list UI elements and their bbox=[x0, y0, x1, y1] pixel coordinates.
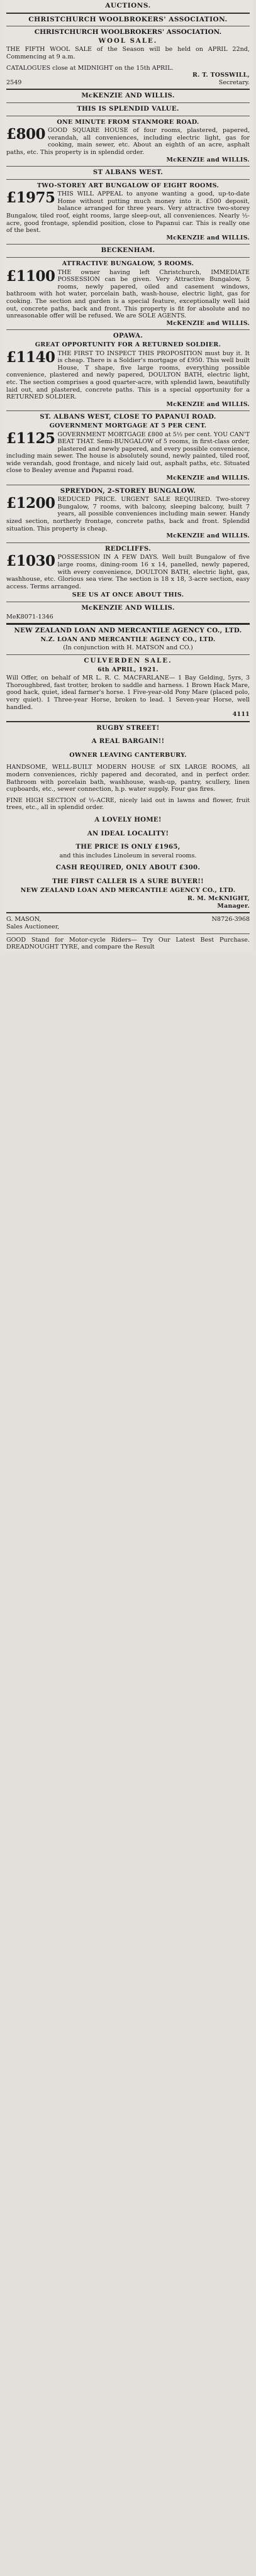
rugby-lovely: A LOVELY HOME! bbox=[94, 816, 162, 824]
newspaper-column bbox=[3, 0, 253, 951]
divider bbox=[6, 721, 250, 722]
divider bbox=[6, 623, 250, 625]
rugby-ideal: AN IDEAL LOCALITY! bbox=[87, 829, 169, 837]
property-ad bbox=[6, 488, 250, 540]
agents-heading: McKENZIE AND WILLIS. bbox=[81, 92, 175, 100]
wool-sale-body: THE FIFTH WOOL SALE of the Season will be held on APRIL 22nd, Commencing at 9 a.m. bbox=[6, 46, 250, 60]
ad-heading: ST. ALBANS WEST, CLOSE TO PAPANUI ROAD. bbox=[40, 413, 216, 421]
divider bbox=[6, 244, 250, 245]
ad-subheading: GREAT OPPORTUNITY FOR A RETURNED SOLDIER. bbox=[35, 341, 221, 348]
ad-heading: OPAWA. bbox=[113, 332, 143, 340]
ad-subheading: ONE MINUTE FROM STANMORE ROAD. bbox=[57, 118, 199, 126]
ad-agent: McKENZIE and WILLIS. bbox=[166, 319, 250, 327]
ad-body: POSSESSION IN A FEW DAYS. Well built Bungalow of five large rooms, dining-room 16 x 14, panelled, newly papered, with every convenience, DOULTON BATH, electric light, gas, washhouse, etc. Glorious sea view. The section is 18 x 18, 3-acre section, easy access. Terms arranged. bbox=[6, 554, 250, 590]
culverden-body: Will Offer, on behalf of MR L. R. C. MACFARLANE— 1 Bay Gelding, 5yrs, 3 Thoroughbred, fast trotter, broken to saddle and harness. 1 Brown Hack Mare, good hack, quiet, ideal farmer's horse. 1 Five-year-old Pony Mare (placed polo, very quiet). 1 Three-year Horse, broken to lead. 1 Seven-year Horse, well handled. bbox=[6, 674, 250, 711]
ad-price: £1140 bbox=[6, 348, 55, 366]
agents-ref: MeK8071-1346 bbox=[6, 613, 53, 620]
nz-loan-title: NEW ZEALAND LOAN AND MERCANTILE AGENCY CO., LTD. bbox=[14, 627, 242, 635]
ad-price: £800 bbox=[6, 126, 46, 143]
ad-price: £1975 bbox=[6, 189, 55, 207]
rugby-buyer: THE FIRST CALLER IS A SURE BUYER!! bbox=[52, 878, 204, 885]
ad-agent: McKENZIE and WILLIS. bbox=[166, 475, 250, 482]
ad-heading: SPREYDON, 2-STOREY BUNGALOW. bbox=[60, 487, 196, 495]
divider bbox=[6, 542, 250, 543]
ad-price: £1030 bbox=[6, 553, 55, 570]
secretary-name: R. T. TOSSWILL, bbox=[192, 72, 250, 79]
divider bbox=[6, 89, 250, 90]
ad-body: THE owner having left Christchurch, IMMEDIATE POSSESSION can be given. Very Attractive Bungalow, 5 rooms, newly papered, oiled and casement windows, bathroom with hot water, porcelain bath, wash-house, electric light, gas for cooking. The section and garden is a special feature, exceptionally well laid out, concrete paths, back and front. This property is fit for absolute and no unreasonable offer will be refused. We are SOLE AGENTS. bbox=[6, 268, 250, 320]
divider bbox=[6, 13, 250, 14]
nz-loan-conjunction: (In conjunction with H. MATSON and CO.) bbox=[63, 644, 193, 652]
ad-price: £1200 bbox=[6, 495, 55, 512]
nz-loan-subtitle: N.Z. LOAN AND MERCANTILE AGENCY CO., LTD. bbox=[40, 636, 216, 643]
rugby-heading: RUGBY STREET! bbox=[96, 724, 160, 732]
rugby-cash: CASH REQUIRED, ONLY ABOUT £300. bbox=[55, 864, 201, 872]
wool-catalogues: CATALOGUES close at MIDNIGHT on the 15th APRIL. bbox=[6, 64, 174, 72]
divider bbox=[6, 166, 250, 167]
agents-footer: McKENZIE AND WILLIS. bbox=[81, 603, 175, 612]
divider bbox=[6, 410, 250, 411]
culverden-date: 6th APRIL, 1921. bbox=[97, 666, 159, 673]
woolbrokers-title: CHRISTCHURCH WOOLBROKERS' ASSOCIATION. bbox=[28, 15, 228, 23]
mason-title: G. MASON, bbox=[6, 916, 42, 923]
property-ad bbox=[6, 169, 250, 241]
woolbrokers-notice bbox=[6, 16, 250, 87]
property-ad bbox=[6, 106, 250, 163]
wool-sale-heading: WOOL SALE. bbox=[98, 36, 158, 45]
rugby-price-note: and this includes Linoleum in several rooms. bbox=[59, 852, 197, 859]
woolbrokers-subtitle: CHRISTCHURCH WOOLBROKERS' ASSOCIATION. bbox=[34, 28, 222, 36]
ad-subheading: TWO-STOREY ART BUNGALOW OF EIGHT ROOMS. bbox=[36, 182, 220, 189]
property-ad bbox=[6, 414, 250, 482]
ad-agent: McKENZIE and WILLIS. bbox=[166, 400, 250, 408]
ad-agent: McKENZIE and WILLIS. bbox=[166, 532, 250, 540]
culverden-heading: CULVERDEN SALE. bbox=[84, 656, 172, 664]
divider bbox=[6, 179, 250, 180]
ad-agent: McKENZIE and WILLIS. bbox=[166, 156, 250, 163]
ad-body: THE FIRST TO INSPECT THIS PROPOSITION must buy it. It is cheap. There is a Soldier's mortgage of £950. This well built House, T shape, five large rooms, everything possible convenience, plastered and newly papered, DOULTON BATH, electric light, etc. The section comprises a good quarter-acre, with splendid lawn, beautifully laid out, and plastered, concrete paths. This is a special opportunity for a RETURNED SOLDIER. bbox=[6, 350, 250, 401]
mason-notice bbox=[6, 916, 250, 950]
rugby-street-ad bbox=[6, 725, 250, 910]
rugby-garden: FINE HIGH SECTION of ⅓-ACRE, nicely laid out in lawns and flower, fruit trees, etc., all in splendid order. bbox=[6, 796, 250, 812]
ad-heading: REDCLIFFS. bbox=[104, 544, 152, 553]
ad-body: GOVERNMENT MORTGAGE £800 at 5½ per cent. YOU CAN'T BEAT THAT. Semi-BUNGALOW of 5 rooms, in first-class order, plastered and newly papered, and every possible convenience, including main sewer. The house is absolutely sound, newly painted, tiled roof, wide verandah, good frontage, and nicely laid out, asphalt paths, etc. Situated close to Bealey avenue and Papanui road. bbox=[6, 431, 250, 475]
rugby-owner: OWNER LEAVING CANTERBURY. bbox=[69, 751, 187, 759]
divider bbox=[6, 329, 250, 330]
ad-price: £1125 bbox=[6, 429, 55, 447]
property-ad bbox=[6, 546, 250, 599]
ad-heading: BECKENHAM. bbox=[101, 246, 155, 255]
rugby-body: HANDSOME, WELL-BUILT MODERN HOUSE of SIX LARGE ROOMS, all modern conveniences, richly papered and decorated, and in perfect order. Bathroom with porcelain bath, washhouse, wash-up, pantry, scullery, linen cupboards, etc., sewer connection, h.p. water supply. Four gas fires. bbox=[6, 764, 250, 793]
rugby-manager: R. M. McKNIGHT, bbox=[187, 895, 250, 903]
mason-body: GOOD Stand for Motor-cycle Riders— Try Our Latest Best Purchase. DREADNOUGHT TYRE, and compare the Result bbox=[6, 936, 250, 951]
ad-agent: McKENZIE and WILLIS. bbox=[166, 234, 250, 241]
woolbrokers-ref: 2549 bbox=[6, 79, 22, 86]
ad-subheading: ATTRACTIVE BUNGALOW, 5 ROOMS. bbox=[62, 260, 194, 268]
ad-heading: THIS IS SPLENDID VALUE. bbox=[77, 104, 179, 113]
ad-agent: SEE US AT ONCE ABOUT THIS. bbox=[72, 592, 184, 599]
secretary-title: Secretary. bbox=[218, 79, 250, 86]
property-ad bbox=[6, 247, 250, 327]
rugby-price: THE PRICE IS ONLY £1965, bbox=[75, 843, 181, 851]
nz-loan-notice bbox=[6, 627, 250, 718]
nz-loan-ref: 4111 bbox=[232, 711, 250, 718]
divider bbox=[6, 654, 250, 655]
auctions-heading: AUCTIONS. bbox=[105, 2, 151, 9]
rugby-subheading: A REAL BARGAIN!! bbox=[91, 737, 165, 746]
ad-body: GOOD SQUARE HOUSE of four rooms, plastered, papered, verandah, all conveniences, including electric light, gas for cooking, main sewer, etc. About an eighth of an acre, asphalt paths, etc. This property is in splendid order. bbox=[6, 127, 250, 156]
rugby-agency: NEW ZEALAND LOAN AND MERCANTILE AGENCY CO., LTD. bbox=[20, 886, 236, 894]
mason-ref: N8726-3968 bbox=[211, 916, 250, 923]
ad-body: REDUCED PRICE. URGENT SALE REQUIRED. Two-storey Bungalow, 7 rooms, with balcony, sleeping balcony, built 7 years, all possible conveniences including main sewer. Handy sized section, northerly frontage, concrete paths, back and front. Splendid situation. This property is cheap. bbox=[6, 496, 250, 532]
ad-subheading: GOVERNMENT MORTGAGE AT 5 PER CENT. bbox=[49, 422, 207, 429]
divider bbox=[6, 257, 250, 258]
divider bbox=[6, 933, 250, 934]
rugby-manager-title: Manager. bbox=[217, 902, 250, 910]
ad-heading: ST ALBANS WEST. bbox=[92, 168, 164, 177]
property-ad bbox=[6, 333, 250, 408]
divider bbox=[6, 102, 250, 103]
ad-body: THIS WILL APPEAL to anyone wanting a good, up-to-date Home without putting much money into it. £500 deposit, balance arranged for three years. Very attractive two-storey Bungalow, tiled roof, eight rooms, large sleep-out, all conveniences. Nearly ½-acre, good frontage, splendid position, close to Papanui car. This is really one of the best. bbox=[6, 190, 250, 234]
ad-price: £1100 bbox=[6, 267, 55, 285]
divider bbox=[6, 912, 250, 913]
mason-subtitle: Sales Auctioneer, bbox=[6, 923, 60, 930]
